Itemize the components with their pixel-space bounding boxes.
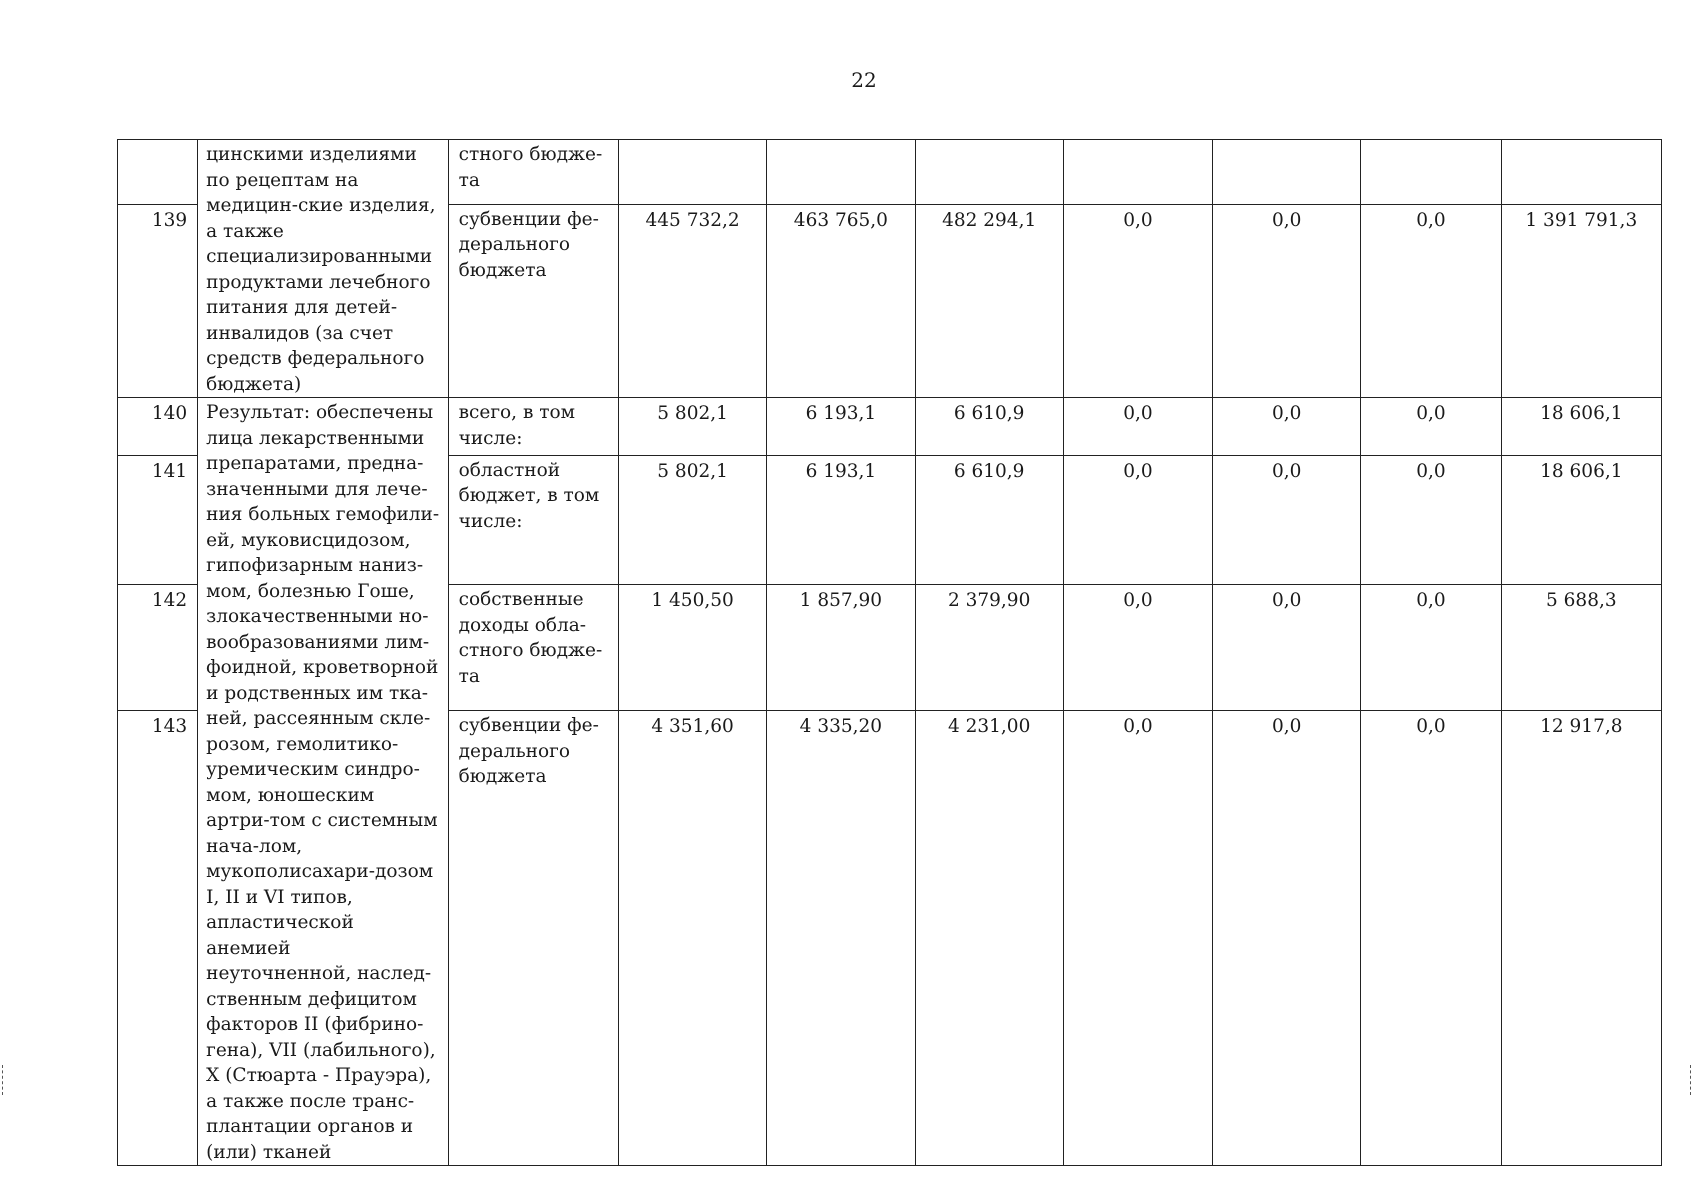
value-cell: 0,0 — [1213, 711, 1361, 1166]
value-cell: 1 857,90 — [767, 585, 915, 711]
row-number-cell: 143 — [118, 711, 198, 1166]
value-cell: 6 610,9 — [915, 398, 1063, 456]
value-cell: 0,0 — [1361, 204, 1501, 397]
description-cell: Результат: обеспечены лица лекарственными препаратами, предна-значенными для лече-ния больных гемофили-ей, муковисцидозом, гипофизарным наниз-мом, болезнью Гоше, злокачественными но-вообразованиями лим-фоидной, кроветворной и родственных им тка-ней, рассеянным скле-розом, гемолитико-уремическим синдро-мом, юношеским артри-том с системным нача-лом, мукополисахари-дозом I, II и VI типов, апластической анемией неуточненной, наслед-ственным дефицитом факторов II (фибрино-гена), VII (лабильного), X (Стюарта - Прауэра), а также после транс-плантации органов и (или) тканей — [198, 398, 448, 1166]
value-cell: 1 450,50 — [618, 585, 766, 711]
value-cell: 5 688,3 — [1501, 585, 1661, 711]
value-cell — [1361, 140, 1501, 205]
row-number-cell: 141 — [118, 455, 198, 584]
value-cell: 482 294,1 — [915, 204, 1063, 397]
value-cell: 0,0 — [1361, 398, 1501, 456]
description-cell: цинскими изделиями по рецептам на медицин-ские изделия, а также специализированными продуктами лечебного питания для детей-инвалидов (за счет средств федерального бюджета) — [198, 140, 448, 398]
value-cell: 0,0 — [1361, 711, 1501, 1166]
source-cell: субвенции фе-дерального бюджета — [448, 204, 618, 397]
scan-edge-mark-right — [1690, 1065, 1695, 1095]
row-number-cell: 140 — [118, 398, 198, 456]
budget-table — [117, 139, 1662, 1166]
source-cell: областной бюджет, в том числе: — [448, 455, 618, 584]
value-cell: 12 917,8 — [1501, 711, 1661, 1166]
source-cell: стного бюдже-та — [448, 140, 618, 205]
value-cell: 0,0 — [1063, 711, 1212, 1166]
value-cell: 0,0 — [1361, 585, 1501, 711]
value-cell: 0,0 — [1213, 585, 1361, 711]
value-cell: 0,0 — [1063, 455, 1212, 584]
value-cell: 0,0 — [1063, 398, 1212, 456]
value-cell: 463 765,0 — [767, 204, 915, 397]
value-cell: 0,0 — [1213, 204, 1361, 397]
row-number-cell: 139 — [118, 204, 198, 397]
value-cell: 4 335,20 — [767, 711, 915, 1166]
value-cell: 445 732,2 — [618, 204, 766, 397]
table-row — [118, 140, 1662, 205]
source-cell: всего, в том числе: — [448, 398, 618, 456]
value-cell — [915, 140, 1063, 205]
value-cell: 18 606,1 — [1501, 455, 1661, 584]
value-cell — [767, 140, 915, 205]
value-cell: 0,0 — [1213, 398, 1361, 456]
value-cell: 5 802,1 — [618, 455, 766, 584]
source-cell: субвенции фе-дерального бюджета — [448, 711, 618, 1166]
value-cell: 0,0 — [1063, 585, 1212, 711]
value-cell: 4 351,60 — [618, 711, 766, 1166]
value-cell: 0,0 — [1063, 204, 1212, 397]
value-cell: 5 802,1 — [618, 398, 766, 456]
value-cell — [618, 140, 766, 205]
value-cell — [1213, 140, 1361, 205]
value-cell: 0,0 — [1213, 455, 1361, 584]
scan-edge-mark-left — [2, 1065, 7, 1095]
row-number-cell: 142 — [118, 585, 198, 711]
page-number: 22 — [851, 68, 877, 92]
value-cell: 2 379,90 — [915, 585, 1063, 711]
value-cell — [1063, 140, 1212, 205]
value-cell: 18 606,1 — [1501, 398, 1661, 456]
value-cell: 0,0 — [1361, 455, 1501, 584]
value-cell: 6 193,1 — [767, 398, 915, 456]
row-number-cell — [118, 140, 198, 205]
value-cell: 6 610,9 — [915, 455, 1063, 584]
value-cell — [1501, 140, 1661, 205]
value-cell: 4 231,00 — [915, 711, 1063, 1166]
table-row — [118, 398, 1662, 456]
source-cell: собственные доходы обла-стного бюдже-та — [448, 585, 618, 711]
value-cell: 6 193,1 — [767, 455, 915, 584]
value-cell: 1 391 791,3 — [1501, 204, 1661, 397]
